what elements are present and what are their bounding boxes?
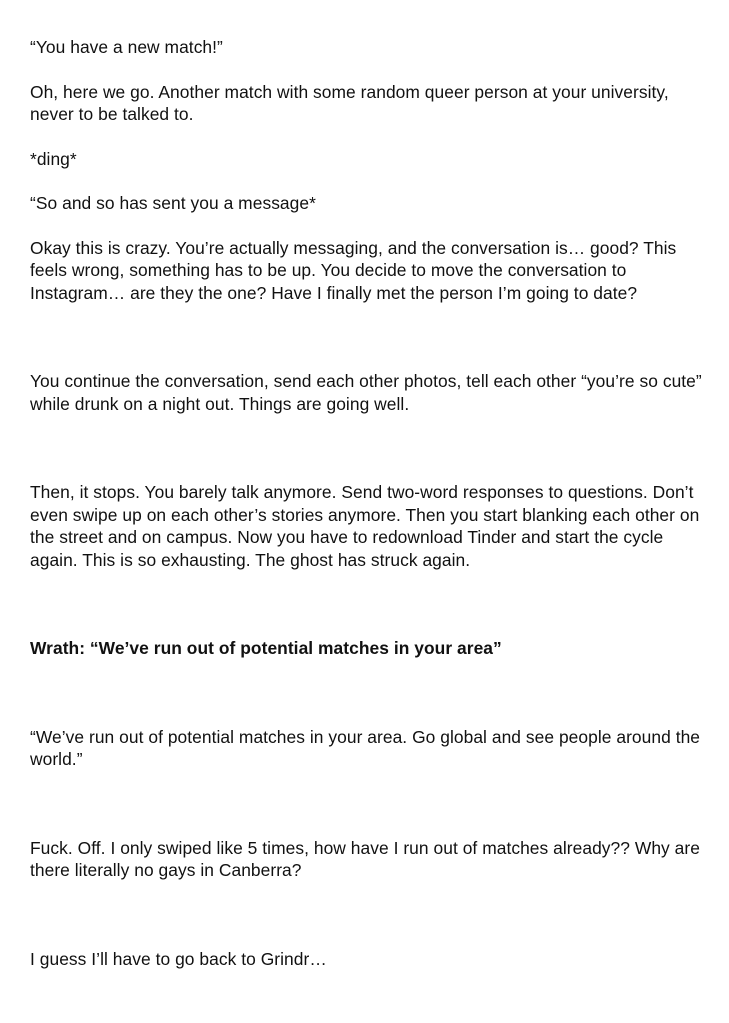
spacer [30,459,710,481]
spacer [30,215,710,237]
spacer [30,170,710,192]
spacer [30,815,710,837]
paragraph-continue: You continue the conversation, send each other photos, tell each other “you’re so cute” while drunk on a night out. Things are going well. [30,371,702,414]
paragraph-ding: *ding* [30,148,77,169]
spacer [30,771,710,815]
paragraph-new-match: “You have a new match!” [30,37,223,57]
paragraph-here-we-go: Oh, here we go. Another match with some random queer person at your university, never to be talked to. [30,81,669,124]
spacer [30,126,710,148]
paragraph-crazy: Okay this is crazy. You’re actually messaging, and the conversation is… good? This feels wrong, something has to be up. You decide to move the conversation to Instagram… are they the one? Have I finally met the person I’m going to date? [30,237,677,303]
spacer [30,304,710,348]
section-heading-wrath: Wrath: “We’ve run out of potential matches in your area” [30,638,502,658]
paragraph-message-sent: “So and so has sent you a message* [30,193,316,213]
spacer [30,660,710,704]
paragraph-it-stops: Then, it stops. You barely talk anymore. Send two-word responses to questions. Don’t even swipe up on each other’s stories anymore. Then you start blanking each other on the street and on campus. Now you have to redownload Tinder and start the cycle again. This is so exhausting. The ghost has struck again. [30,482,700,570]
paragraph-canberra: Fuck. Off. I only swiped like 5 times, how have I run out of matches already?? Why are there literally no gays in Canberra? [30,837,700,880]
spacer [30,704,710,726]
spacer [30,926,710,948]
spacer [30,415,710,459]
spacer [30,882,710,926]
document-page [30,36,710,970]
spacer [30,59,710,81]
paragraph-run-out: “We’ve run out of potential matches in your area. Go global and see people around the world.” [30,726,701,769]
spacer [30,571,710,615]
paragraph-grindr: I guess I’ll have to go back to Grindr… [30,948,327,969]
spacer [30,615,710,637]
spacer [30,348,710,370]
